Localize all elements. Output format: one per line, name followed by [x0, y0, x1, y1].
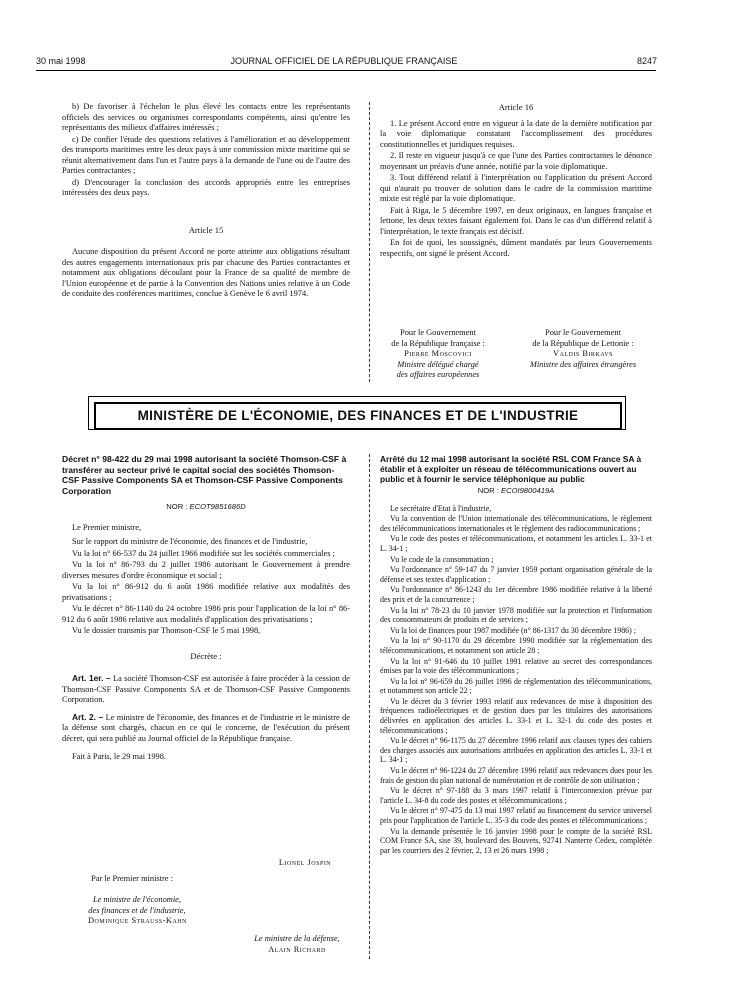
art1-label: Art. 1er. – [72, 673, 111, 683]
decret-nor-value: ECOT9851686D [189, 502, 246, 511]
paragraph-d: d) D'encourager la conclusion des accords appropriés entre les entreprises intéressées des deux pays. [62, 177, 350, 197]
article-16-p2: 2. Il reste en vigueur jusqu'à ce que l'une des Parties contractantes le dénonce moyennant un préavis d'une année, notifié par la voie diplomatique. [380, 151, 652, 171]
sig-right-role: Ministre des affaires étrangères [529, 359, 637, 369]
decret-article-2 [62, 712, 350, 745]
minister1-name: Dominique Strauss-Kahn [88, 916, 187, 925]
art2-text: Le ministre de l'économie, des finances et de l'industrie et le ministre de la défense sont chargés, chacun en ce qui le concerne, de l'exécution du présent décret, qui sera publié au Journal officiel de la République française. [62, 712, 351, 743]
arrete-visa: Vu la loi n° 78-23 du 10 janvier 1978 modifiée sur la protection et l'information des consommateurs de produits et de services ; [380, 605, 652, 625]
signature-latvia [508, 328, 658, 370]
article-16-p1: 1. Le présent Accord entre en vigueur à la date de la dernière notification par la voie diplomatique constatant l'accomplissement des procédures constitutionnelles et juridiques requises. [380, 118, 652, 149]
top-right-column [380, 102, 652, 260]
article-15-heading: Article 15 [188, 224, 224, 235]
decret-visa: Vu la loi n° 86-912 du 6 août 1986 modifiée relative aux modalités des privatisations ; [62, 582, 350, 602]
arrete-nor-label: NOR : [477, 486, 499, 495]
arrete-visa: Vu la demande présentée le 16 janvier 1998 pour le compte de la société RSL COM France SA, sise 39, boulevard des Bouvets, 92741 Nanterre Cedex, complétée par les courriers des 2 février, 2, 13 et 26 mars 1998 ; [380, 826, 652, 855]
arrete-visa: Vu la loi n° 96-659 du 26 juillet 1996 de réglementation des télécommunications, et notamment son article 22 ; [380, 676, 652, 696]
minister1-title-line2: des finances et de l'industrie, [88, 905, 186, 915]
signer-prime-minister: Lionel Jospin [278, 858, 332, 867]
ministry-banner: MINISTÈRE DE L'ÉCONOMIE, DES FINANCES ET DE L'INDUSTRIE [94, 402, 622, 430]
decrete-heading: Décrète : [190, 650, 222, 661]
arrete-column [380, 454, 652, 856]
minister1-title-line1: Le ministre de l'économie, [92, 895, 181, 904]
paragraph-b: b) De favoriser à l'échelon le plus élevé les contacts entre les représentants officiels des services ou organismes correspondants compétents, ainsi qu'entre les représentants des milieux d'affaires intéressés ; [62, 102, 350, 132]
page-header [36, 56, 657, 68]
arrete-visa: Vu le décret n° 96-1175 du 27 décembre 1996 relatif aux clauses types des cahiers des charges associés aux autorisations attribuées en application des articles L. 33-1 et L. 34-1 ; [380, 736, 652, 765]
arrete-intro: Le secrétaire d'Etat à l'industrie, [390, 503, 492, 513]
arrete-visa: Vu l'ordonnance n° 86-1243 du 1er décembre 1986 modifiée relative à la liberté des prix et de la concurrence ; [380, 585, 652, 604]
decret-visa: Vu le décret n° 86-1140 du 24 octobre 1986 pris pour l'application de la loi n° 86-912 du 6 août 1986 relative aux modalités d'application des privatisations ; [62, 604, 350, 624]
header-date: 30 mai 1998 [36, 56, 86, 66]
decret-nor [62, 502, 350, 513]
arrete-title: Arrêté du 12 mai 1998 autorisant la société RSL COM France SA à établir et à exploiter un réseau de télécommunications ouvert au public et à fournir le service téléphonique au public [380, 454, 642, 484]
sig-left-name: Pierre Moscovici [404, 349, 472, 358]
article-16-heading: Article 16 [498, 102, 534, 112]
art2-label: Art. 2. – [72, 711, 104, 722]
decret-visa: Vu la loi n° 86-793 du 2 juillet 1986 autorisant le Gouvernement à prendre diverses mesures d'ordre économique et social ; [62, 560, 350, 580]
arrete-visa: Vu le code des postes et télécommunications, et notamment les articles L. 33-1 et L. 34-1 ; [380, 534, 652, 553]
arrete-nor-value: ECOI9800419A [501, 486, 555, 495]
decret-fait: Fait à Paris, le 29 mai 1998. [72, 752, 166, 761]
minister1-title [62, 895, 212, 916]
arrete-nor [380, 486, 652, 496]
arrete-visa: Vu le code de la consommation ; [390, 554, 494, 564]
decret-title: Décret n° 98-422 du 29 mai 1998 autorisant la société Thomson-CSF à transférer au secteur privé le capital social des sociétés Thomson-CSF Passive Components SA et Thomson-CSF Passive Components Corporation [62, 454, 347, 496]
decret-visa: Sur le rapport du ministre de l'économie, des finances et de l'industrie, [72, 537, 308, 546]
sig-left-line2: de la République française : [391, 338, 485, 348]
column-divider-bottom [369, 454, 370, 959]
arrete-visa: Vu l'ordonnance n° 59-147 du 7 janvier 1959 portant organisation générale de la défense et ses textes d'application ; [380, 565, 652, 584]
arrete-visa: Vu la loi de finances pour 1987 modifiée (n° 86-1317 du 30 décembre 1986) ; [390, 625, 636, 635]
sig-left-role1: Ministre délégué chargé [397, 359, 479, 369]
article-16-p4: Fait à Riga, le 5 décembre 1997, en deux originaux, en langues française et lettone, les deux textes faisant également foi. Dans le cas d'un différend relatif à l'interprétation, le texte français est décisif. [380, 205, 652, 236]
art1-text: La société Thomson-CSF est autorisée à faire procéder à la cession de Thomson-CSF Passive Components SA et de Thomson-CSF Passive Components Corporation. [62, 674, 350, 704]
decret-visa: Vu la loi n° 66-537 du 24 juillet 1966 modifiée sur les sociétés commerciales ; [72, 548, 335, 558]
article-16-p3: 3. Tout différend relatif à l'interprétation ou l'application du présent Accord qui n'aurait pu trouver de solution dans le cadre de la commission maritime mixte est réglé par la voie diplomatique. [380, 173, 652, 203]
sig-right-name: Valdis Birkavs [553, 349, 613, 358]
arrete-visa: Vu la convention de l'Union internationale des télécommunications, le règlement des télécommunications internationales et le règlement des radiocommunications ; [380, 514, 652, 533]
paragraph-c: c) De confier l'étude des questions relatives à l'amélioration et au développement des transports maritimes entre les deux pays à une commission mixte maritime qui se réunit alternativement dans l'un et l'autre pays à la demande de l'une ou de l'autre des Parties contractantes ; [62, 134, 350, 175]
decret-nor-label: NOR : [166, 502, 188, 511]
sig-left-role2: des affaires européennes [396, 370, 480, 379]
article-16-p5: En foi de quoi, les soussignés, dûment mandatés par leurs Gouvernements respectifs, ont signé le présent Accord. [380, 238, 652, 258]
sig-right-line1: Pour le Gouvernement [545, 328, 621, 337]
decret-visa: Vu le dossier transmis par Thomson-CSF le 5 mai 1998, [72, 626, 261, 635]
top-left-column [62, 102, 350, 301]
sig-left-line1: Pour le Gouvernement [400, 328, 476, 337]
header-journal-title: JOURNAL OFFICIEL DE LA RÉPUBLIQUE FRANÇAISE [230, 56, 458, 66]
arrete-visa: Vu la loi n° 90-1170 du 29 décembre 1990 modifiée sur la réglementation des télécommunications, et notamment son article 28 ; [380, 636, 652, 655]
minister2-name: Alain Richard [268, 945, 326, 954]
arrete-visa: Vu la loi n° 91-646 du 10 juillet 1991 relative au secret des correspondances émises par la voie des télécommunications ; [380, 656, 652, 676]
header-page-number: 8247 [636, 56, 657, 66]
signature-france [366, 328, 510, 381]
header-rule [36, 70, 656, 71]
decret-article-1 [62, 673, 350, 706]
minister2-title: Le ministre de la défense, [254, 934, 340, 943]
par-premier-ministre: Par le Premier ministre : [91, 874, 173, 883]
arrete-visa: Vu le décret n° 96-1224 du 27 décembre 1996 relatif aux redevances dues pour les frais de gestion du plan national de numérotation et de contrôle de son utilisation ; [380, 766, 652, 785]
sig-right-line2: de la République de Lettonie : [532, 338, 634, 348]
arrete-visa: Vu le décret n° 97-475 du 13 mai 1997 relatif au financement du service universel pris pour l'application de l'article L. 35-3 du code des postes et télécommunications ; [380, 806, 652, 825]
decret-column [62, 454, 350, 764]
article-15-text: Aucune disposition du présent Accord ne porte atteinte aux obligations résultant des autres engagements internationaux pris par chacune des Parties contractantes et notamment aux obligations découlant pour la France de sa qualité de membre de l'Union européenne et de partie à la Convention des Nations unies relative à un Code de conduite des conférences maritimes, conclue à Genève le 6 avril 1974. [62, 247, 350, 298]
arrete-visa: Vu le décret n° 97-188 du 3 mars 1997 relatif à l'interconnexion prévue par l'article L. 34-8 du code des postes et télécommunications ; [380, 786, 652, 805]
arrete-visa: Vu le décret du 3 février 1993 relatif aux redevances de mise à disposition des fréquences radioélectriques et de gestion dues par les titulaires des autorisations délivrées en application des articles L. 33-1 et L. 32-1 du code des postes et télécommunications ; [380, 696, 652, 735]
decret-intro: Le Premier ministre, [72, 522, 142, 532]
